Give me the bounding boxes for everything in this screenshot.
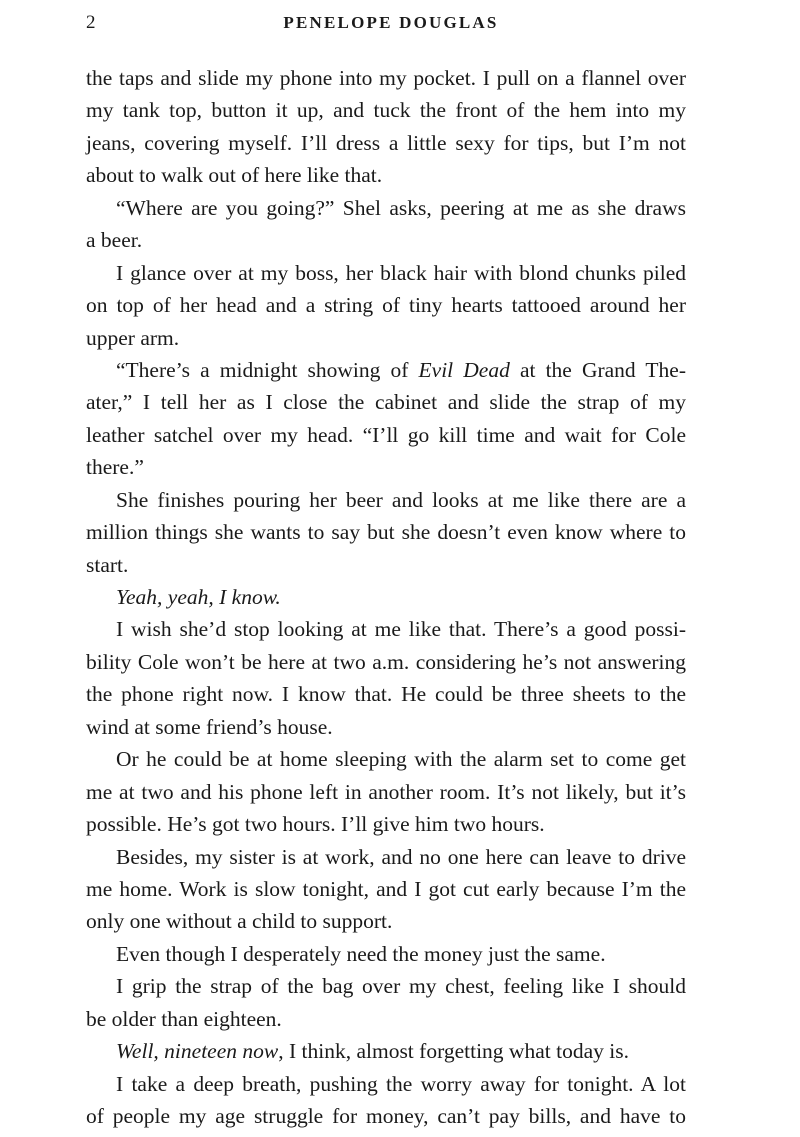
text-segment: Even though I desperately need the money just the same. bbox=[116, 941, 606, 966]
text-segment: upper arm. bbox=[86, 325, 180, 350]
text-segment: , I think, almost forgetting what today is. bbox=[278, 1039, 629, 1064]
text-segment: about to walk out of here like that. bbox=[86, 163, 383, 188]
text-line bbox=[86, 516, 686, 548]
text-line bbox=[86, 322, 686, 354]
text-segment: leather satchel over my head. “I’ll go kill time and wait for Cole bbox=[86, 422, 686, 447]
text-segment: She finishes pouring her beer and looks at me like there are a bbox=[116, 487, 686, 512]
text-line bbox=[86, 646, 686, 678]
text-line bbox=[86, 808, 686, 840]
text-segment: wind at some friend’s house. bbox=[86, 714, 333, 739]
text-line bbox=[86, 451, 686, 483]
text-line bbox=[86, 841, 686, 873]
text-line bbox=[86, 62, 686, 94]
text-segment: there.” bbox=[86, 455, 144, 480]
text-segment: my tank top, button it up, and tuck the front of the hem into my bbox=[86, 98, 686, 123]
text-line bbox=[86, 1068, 686, 1100]
text-segment: start. bbox=[86, 552, 129, 577]
text-line bbox=[86, 873, 686, 905]
body-text bbox=[86, 62, 686, 1132]
text-segment: Or he could be at home sleeping with the alarm set to come get bbox=[116, 747, 686, 772]
text-line bbox=[86, 1100, 686, 1132]
text-segment: me at two and his phone left in another room. It’s not likely, but it’s bbox=[86, 779, 686, 804]
text-line bbox=[86, 94, 686, 126]
text-line bbox=[86, 905, 686, 937]
text-segment: be older than eighteen. bbox=[86, 1006, 282, 1031]
running-head bbox=[86, 8, 686, 38]
text-line bbox=[86, 159, 686, 191]
italic-text: Evil Dead bbox=[418, 357, 510, 382]
text-line bbox=[86, 938, 686, 970]
italic-text: Well, nineteen now bbox=[116, 1039, 279, 1064]
text-line bbox=[86, 970, 686, 1002]
text-line bbox=[86, 678, 686, 710]
text-line bbox=[86, 192, 686, 224]
text-line bbox=[86, 354, 686, 386]
text-line bbox=[86, 224, 686, 256]
text-segment: ater,” I tell her as I close the cabinet and slide the strap of my bbox=[86, 390, 686, 415]
text-line bbox=[86, 776, 686, 808]
text-line bbox=[86, 613, 686, 645]
text-line bbox=[86, 1003, 686, 1035]
text-segment: me home. Work is slow tonight, and I got cut early because I’m the bbox=[86, 876, 686, 901]
text-segment: of people my age struggle for money, can’t pay bills, and have to bbox=[86, 1104, 686, 1128]
text-line bbox=[86, 127, 686, 159]
text-segment: million things she wants to say but she doesn’t even know where to bbox=[86, 520, 686, 545]
text-segment: I glance over at my boss, her black hair with blond chunks piled bbox=[116, 260, 686, 285]
text-line bbox=[86, 581, 686, 613]
text-segment: the phone right now. I know that. He could be three sheets to the bbox=[86, 682, 686, 707]
text-line bbox=[86, 289, 686, 321]
text-line bbox=[86, 419, 686, 451]
text-segment: on top of her head and a string of tiny hearts tattooed around her bbox=[86, 293, 686, 318]
text-segment: at the Grand The- bbox=[509, 357, 686, 382]
text-line bbox=[86, 1035, 686, 1067]
text-line bbox=[86, 743, 686, 775]
text-line bbox=[86, 257, 686, 289]
text-line bbox=[86, 549, 686, 581]
text-line bbox=[86, 484, 686, 516]
text-segment: I grip the strap of the bag over my chest, feeling like I should bbox=[116, 974, 686, 999]
text-segment: jeans, covering myself. I’ll dress a little sexy for tips, but I’m not bbox=[86, 130, 686, 155]
text-segment: Besides, my sister is at work, and no one here can leave to drive bbox=[116, 844, 686, 869]
text-segment: the taps and slide my phone into my pocket. I pull on a flannel over bbox=[86, 66, 686, 90]
text-line bbox=[86, 711, 686, 743]
text-segment: I take a deep breath, pushing the worry away for tonight. A lot bbox=[116, 1071, 686, 1096]
text-line bbox=[86, 386, 686, 418]
italic-text: Yeah, yeah, I know. bbox=[116, 585, 281, 609]
text-segment: I wish she’d stop looking at me like that. There’s a good possi- bbox=[116, 617, 686, 642]
text-segment: only one without a child to support. bbox=[86, 909, 393, 934]
text-segment: possible. He’s got two hours. I’ll give him two hours. bbox=[86, 812, 545, 837]
running-head-author: PENELOPE DOUGLAS bbox=[283, 13, 499, 32]
text-segment: “There’s a midnight showing of bbox=[116, 357, 419, 382]
text-segment: “Where are you going?” Shel asks, peering at me as she draws bbox=[116, 195, 686, 220]
page-number: 2 bbox=[86, 12, 96, 33]
text-segment: a beer. bbox=[86, 228, 143, 253]
text-segment: bility Cole won’t be here at two a.m. considering he’s not answering bbox=[86, 649, 686, 674]
